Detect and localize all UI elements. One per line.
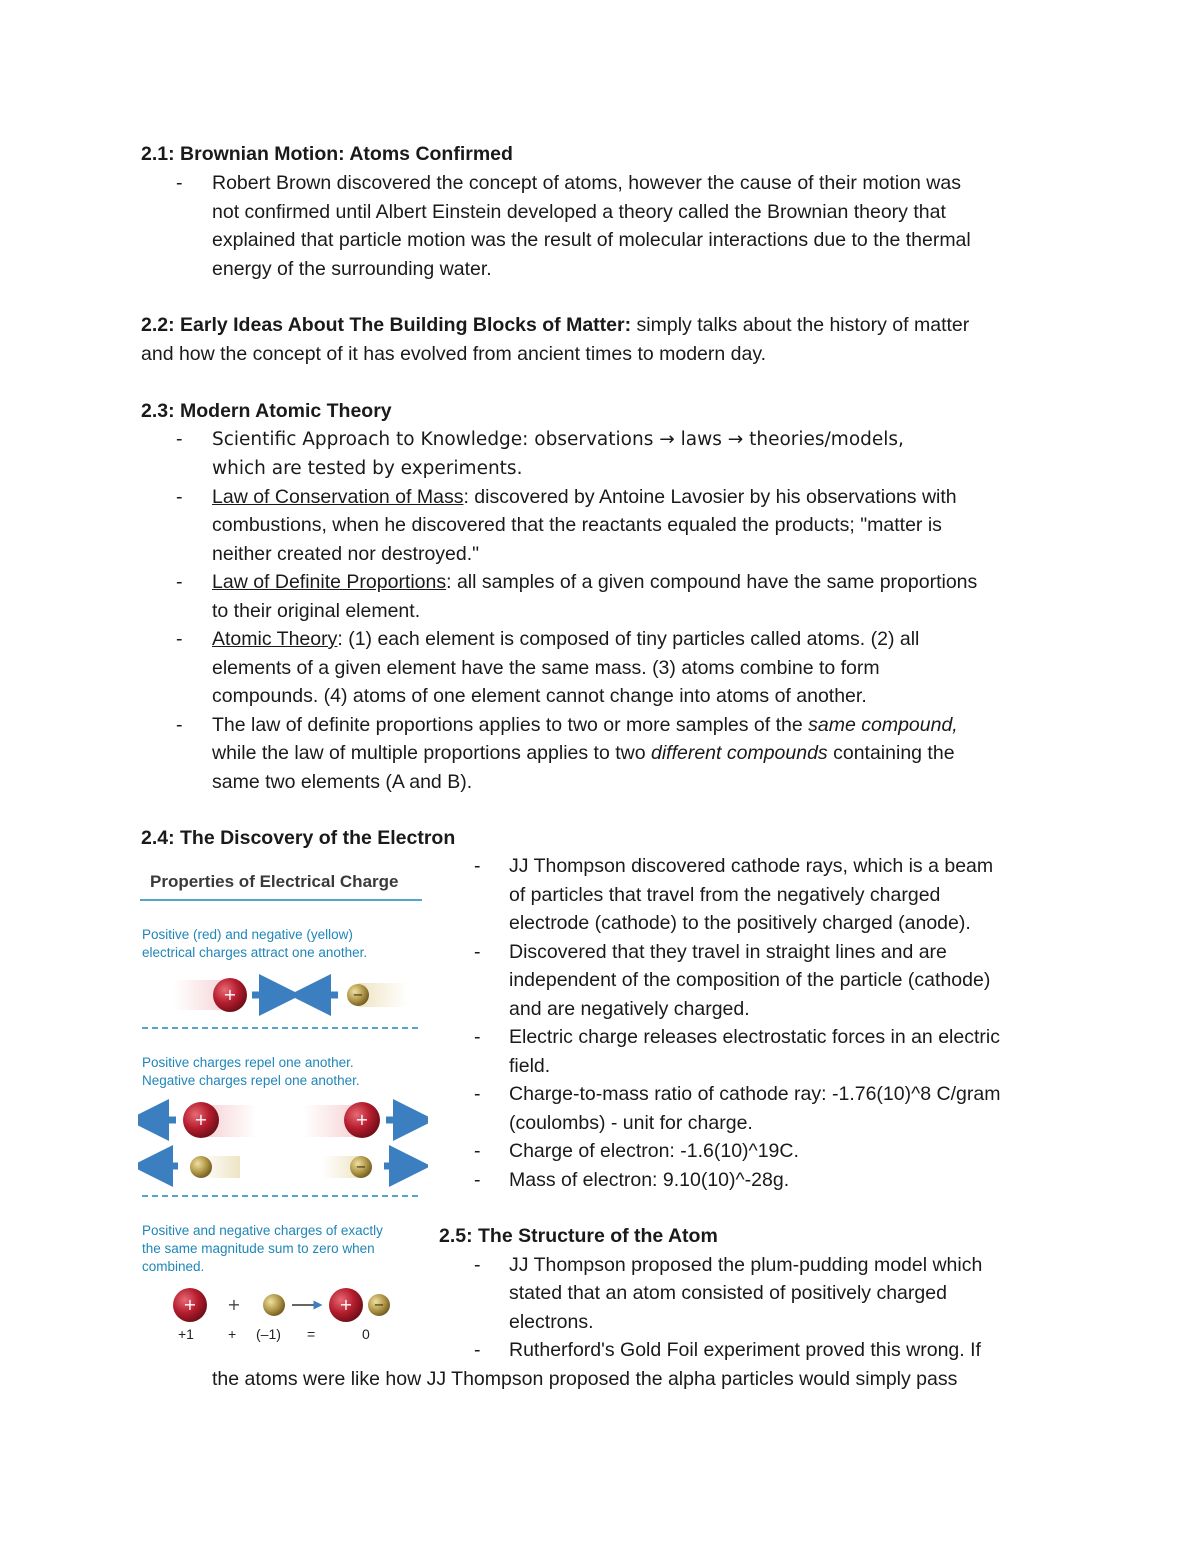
equation-equals: = [307,1326,316,1342]
figure-caption-sum-1: Positive and negative charges of exactly [142,1223,383,1238]
negative-sign: − [373,1298,385,1313]
text-line: compounds. (4) atoms of one element cannot change into atoms of another. [212,685,867,707]
figure-caption-sum-3: combined. [142,1259,205,1274]
bullet-dash: - [176,714,183,736]
text-line: not confirmed until Albert Einstein developed a theory called the Brownian theory that [212,201,946,223]
bullet-dash: - [176,571,183,593]
text-line: (coulombs) - unit for charge. [509,1112,753,1134]
text-line: electrode (cathode) to the positively charged (anode). [509,912,971,934]
text-line: the atoms were like how JJ Thompson proposed the alpha particles would simply pass [212,1368,958,1390]
text-line: elements of a given element have the same mass. (3) atoms combine to form [212,657,880,679]
section-heading-2-3: 2.3: Modern Atomic Theory [141,400,392,422]
section-heading-2-2: 2.2: Early Ideas About The Building Blocks of Matter: [141,314,632,336]
bullet-proportions [212,711,958,740]
figure-caption-repel-1: Positive charges repel one another. [142,1055,354,1070]
positive-sign: + [339,1295,353,1314]
equation-plus: + [228,1326,237,1342]
bullet-dash: - [474,1083,481,1105]
section-heading-2-4: 2.4: The Discovery of the Electron [141,827,456,849]
term-atomic-theory: Atomic Theory [212,628,338,650]
text-line: Scientific Approach to Knowledge: observations → laws → theories/models, [212,429,904,450]
bullet-atomic-theory [212,625,919,654]
equation-zero: 0 [362,1326,370,1342]
bullet-dash: - [474,855,481,877]
text-line: field. [509,1055,551,1077]
term-law-definite: Law of Definite Proportions [212,571,447,593]
bullet-dash: - [474,1140,481,1162]
negative-sign: − [355,1160,367,1175]
text-line: Mass of electron: 9.10(10)^-28g. [509,1169,790,1191]
text-line: Rutherford's Gold Foil experiment proved this wrong. If [509,1339,981,1361]
bullet-law-conservation [212,483,957,512]
text-line: of particles that travel from the negatively charged [509,884,941,906]
negative-sign: − [352,988,364,1003]
negative-charge [190,1156,212,1178]
text-line: explained that particle motion was the result of molecular interactions due to the thermal [212,229,971,251]
text-span: simply talks about the history of matter [631,314,970,336]
bullet-dash: - [474,1339,481,1361]
text-line: neither created nor destroyed." [212,543,480,565]
text-span: The law of definite proportions applies to two or more samples of the [212,714,809,736]
emphasis-text: different compounds [650,742,828,764]
bullet-dash: - [176,172,183,194]
figure-caption-sum-2: the same magnitude sum to zero when [142,1241,375,1256]
bullet-law-definite [212,568,977,597]
text-line: Robert Brown discovered the concept of atoms, however the cause of their motion was [212,172,961,194]
figure-caption-attract-1: Positive (red) and negative (yellow) [142,927,353,942]
text-line: Electric charge releases electrostatic forces in an electric [509,1026,1000,1048]
text-line: which are tested by experiments. [212,458,523,479]
text-span: containing the [827,742,955,764]
figure-caption-repel-2: Negative charges repel one another. [142,1073,360,1088]
bullet-dash: - [176,628,183,650]
text-line: to their original element. [212,600,421,622]
positive-sign: + [223,985,237,1004]
charge-diagram [138,866,428,1356]
text-line: stated that an atom consisted of positively charged [509,1282,947,1304]
figure-caption-attract-2: electrical charges attract one another. [142,945,368,960]
bullet-dash: - [474,1169,481,1191]
bullet-dash: - [176,486,183,508]
text-span: : all samples of a given compound have the same proportions [446,571,978,593]
bullet-dash: - [474,1026,481,1048]
positive-sign: + [194,1110,208,1129]
text-line: JJ Thompson discovered cathode rays, which is a beam [509,855,994,877]
text-line: and how the concept of it has evolved from ancient times to modern day. [141,343,767,365]
section-heading-2-5: 2.5: The Structure of the Atom [439,1225,718,1247]
equation-plus-one: +1 [178,1326,194,1342]
text-line: energy of the surrounding water. [212,258,492,280]
positive-sign: + [355,1110,369,1129]
negative-charge [263,1294,285,1316]
text-line [212,739,955,768]
text-line: JJ Thompson proposed the plum-pudding model which [509,1254,983,1276]
electrical-charge-figure [138,866,428,1356]
bullet-dash: - [176,428,183,450]
text-line: combustions, when he discovered that the reactants equaled the products; "matter is [212,514,942,536]
figure-title: Properties of Electrical Charge [150,872,399,891]
text-line: Discovered that they travel in straight lines and are [509,941,947,963]
bullet-dash: - [474,1254,481,1276]
equation-minus-one: (–1) [256,1326,281,1342]
text-line: Charge of electron: -1.6(10)^19C. [509,1140,799,1162]
section-2-2-line [141,311,969,340]
emphasis-text: same compound, [808,714,958,736]
text-line: independent of the composition of the particle (cathode) [509,969,991,991]
text-span: while the law of multiple proportions applies to two [212,742,651,764]
bullet-dash: - [474,941,481,963]
text-line: Charge-to-mass ratio of cathode ray: -1.76(10)^8 C/gram [509,1083,1001,1105]
text-line: and are negatively charged. [509,998,750,1020]
term-law-conservation: Law of Conservation of Mass [212,486,464,508]
text-span: : discovered by Antoine Lavosier by his observations with [463,486,957,508]
positive-sign: + [183,1295,197,1314]
section-heading-2-1: 2.1: Brownian Motion: Atoms Confirmed [141,143,513,165]
text-line: same two elements (A and B). [212,771,473,793]
text-line: electrons. [509,1311,594,1333]
text-span: : (1) each element is composed of tiny particles called atoms. (2) all [337,628,920,650]
plus-operator: + [227,1295,241,1314]
